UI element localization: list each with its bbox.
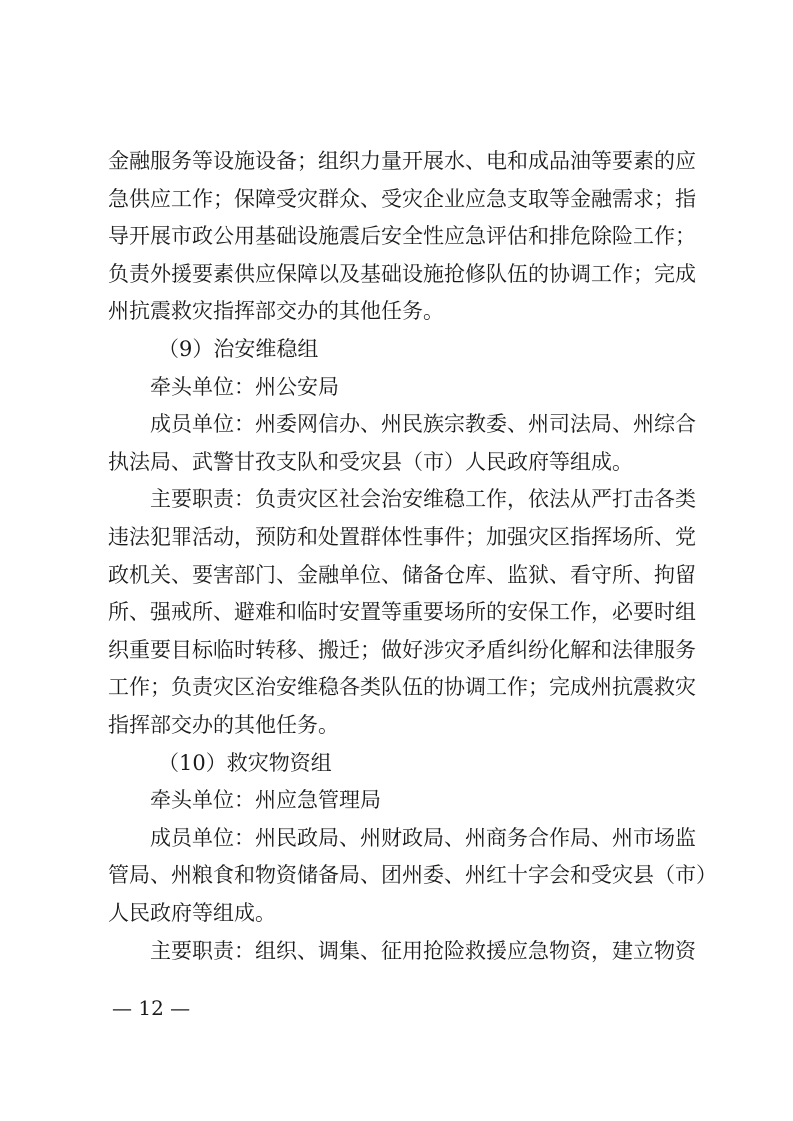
paragraph-text: 州抗震救灾指挥部交办的其他任务。 bbox=[108, 299, 444, 324]
member-units-text: 成员单位：州民政局、州财政局、州商务合作局、州市场监 bbox=[150, 825, 696, 850]
text-line bbox=[0, 933, 793, 969]
member-units-text: 成员单位：州委网信办、州民族宗教委、州司法局、州综合 bbox=[150, 412, 696, 437]
section-heading: （10）救灾物资组 bbox=[158, 750, 332, 775]
text-line bbox=[0, 895, 793, 931]
member-units-text: 人民政府等组成。 bbox=[108, 901, 276, 925]
duties-text: 所、强戒所、避难和临时安置等重要场所的安保工作，必要时组 bbox=[108, 600, 696, 625]
duties-text: 织重要目标临时转移、搬迁；做好涉灾矛盾纠纷化解和法律服务 bbox=[108, 637, 696, 662]
duties-text: 指挥部交办的其他任务。 bbox=[108, 713, 339, 737]
duties-text: 政机关、要害部门、金融单位、储备仓库、监狱、看守所、拘留 bbox=[108, 562, 696, 587]
text-line bbox=[0, 406, 793, 442]
text-line bbox=[0, 481, 793, 517]
page-number: — 12 — bbox=[112, 996, 191, 1020]
text-line bbox=[0, 293, 793, 329]
lead-unit-text: 牵头单位：州公安局 bbox=[150, 374, 339, 399]
text-line bbox=[0, 782, 793, 818]
text-line bbox=[0, 519, 793, 555]
duties-text: 工作；负责灾区治安维稳各类队伍的协调工作；完成州抗震救灾 bbox=[108, 675, 696, 700]
section-heading-line bbox=[0, 745, 793, 781]
paragraph-text: 导开展市政公用基础设施震后安全性应急评估和排危除险工作； bbox=[108, 224, 696, 249]
text-line bbox=[0, 256, 793, 292]
section-heading-line bbox=[0, 331, 793, 367]
text-line bbox=[0, 557, 793, 593]
paragraph-text: 负责外援要素供应保障以及基础设施抢修队伍的协调工作；完成 bbox=[108, 261, 696, 286]
text-line bbox=[0, 218, 793, 254]
text-line bbox=[0, 444, 793, 480]
text-line bbox=[0, 820, 793, 856]
section-heading: （9）治安维稳组 bbox=[158, 337, 319, 361]
member-units-text: 管局、州粮食和物资储备局、团州委、州红十字会和受灾县（市） bbox=[108, 863, 717, 888]
text-line bbox=[0, 632, 793, 668]
text-line bbox=[0, 594, 793, 630]
duties-text: 主要职责：组织、调集、征用抢险救援应急物资，建立物资 bbox=[150, 938, 696, 963]
paragraph-text: 金融服务等设施设备；组织力量开展水、电和成品油等要素的应 bbox=[108, 149, 696, 173]
text-line bbox=[0, 857, 793, 893]
member-units-text: 执法局、武警甘孜支队和受灾县（市）人民政府等组成。 bbox=[108, 449, 633, 474]
text-line bbox=[0, 669, 793, 705]
text-line bbox=[0, 369, 793, 405]
duties-text: 违法犯罪活动，预防和处置群体性事件；加强灾区指挥场所、党 bbox=[108, 525, 696, 549]
duties-text: 主要职责：负责灾区社会治安维稳工作，依法从严打击各类 bbox=[150, 487, 696, 512]
paragraph-text: 急供应工作；保障受灾群众、受灾企业应急支取等金融需求；指 bbox=[108, 186, 696, 211]
text-line bbox=[0, 143, 793, 179]
lead-unit-text: 牵头单位：州应急管理局 bbox=[150, 788, 381, 813]
text-line bbox=[0, 181, 793, 217]
text-line bbox=[0, 707, 793, 743]
